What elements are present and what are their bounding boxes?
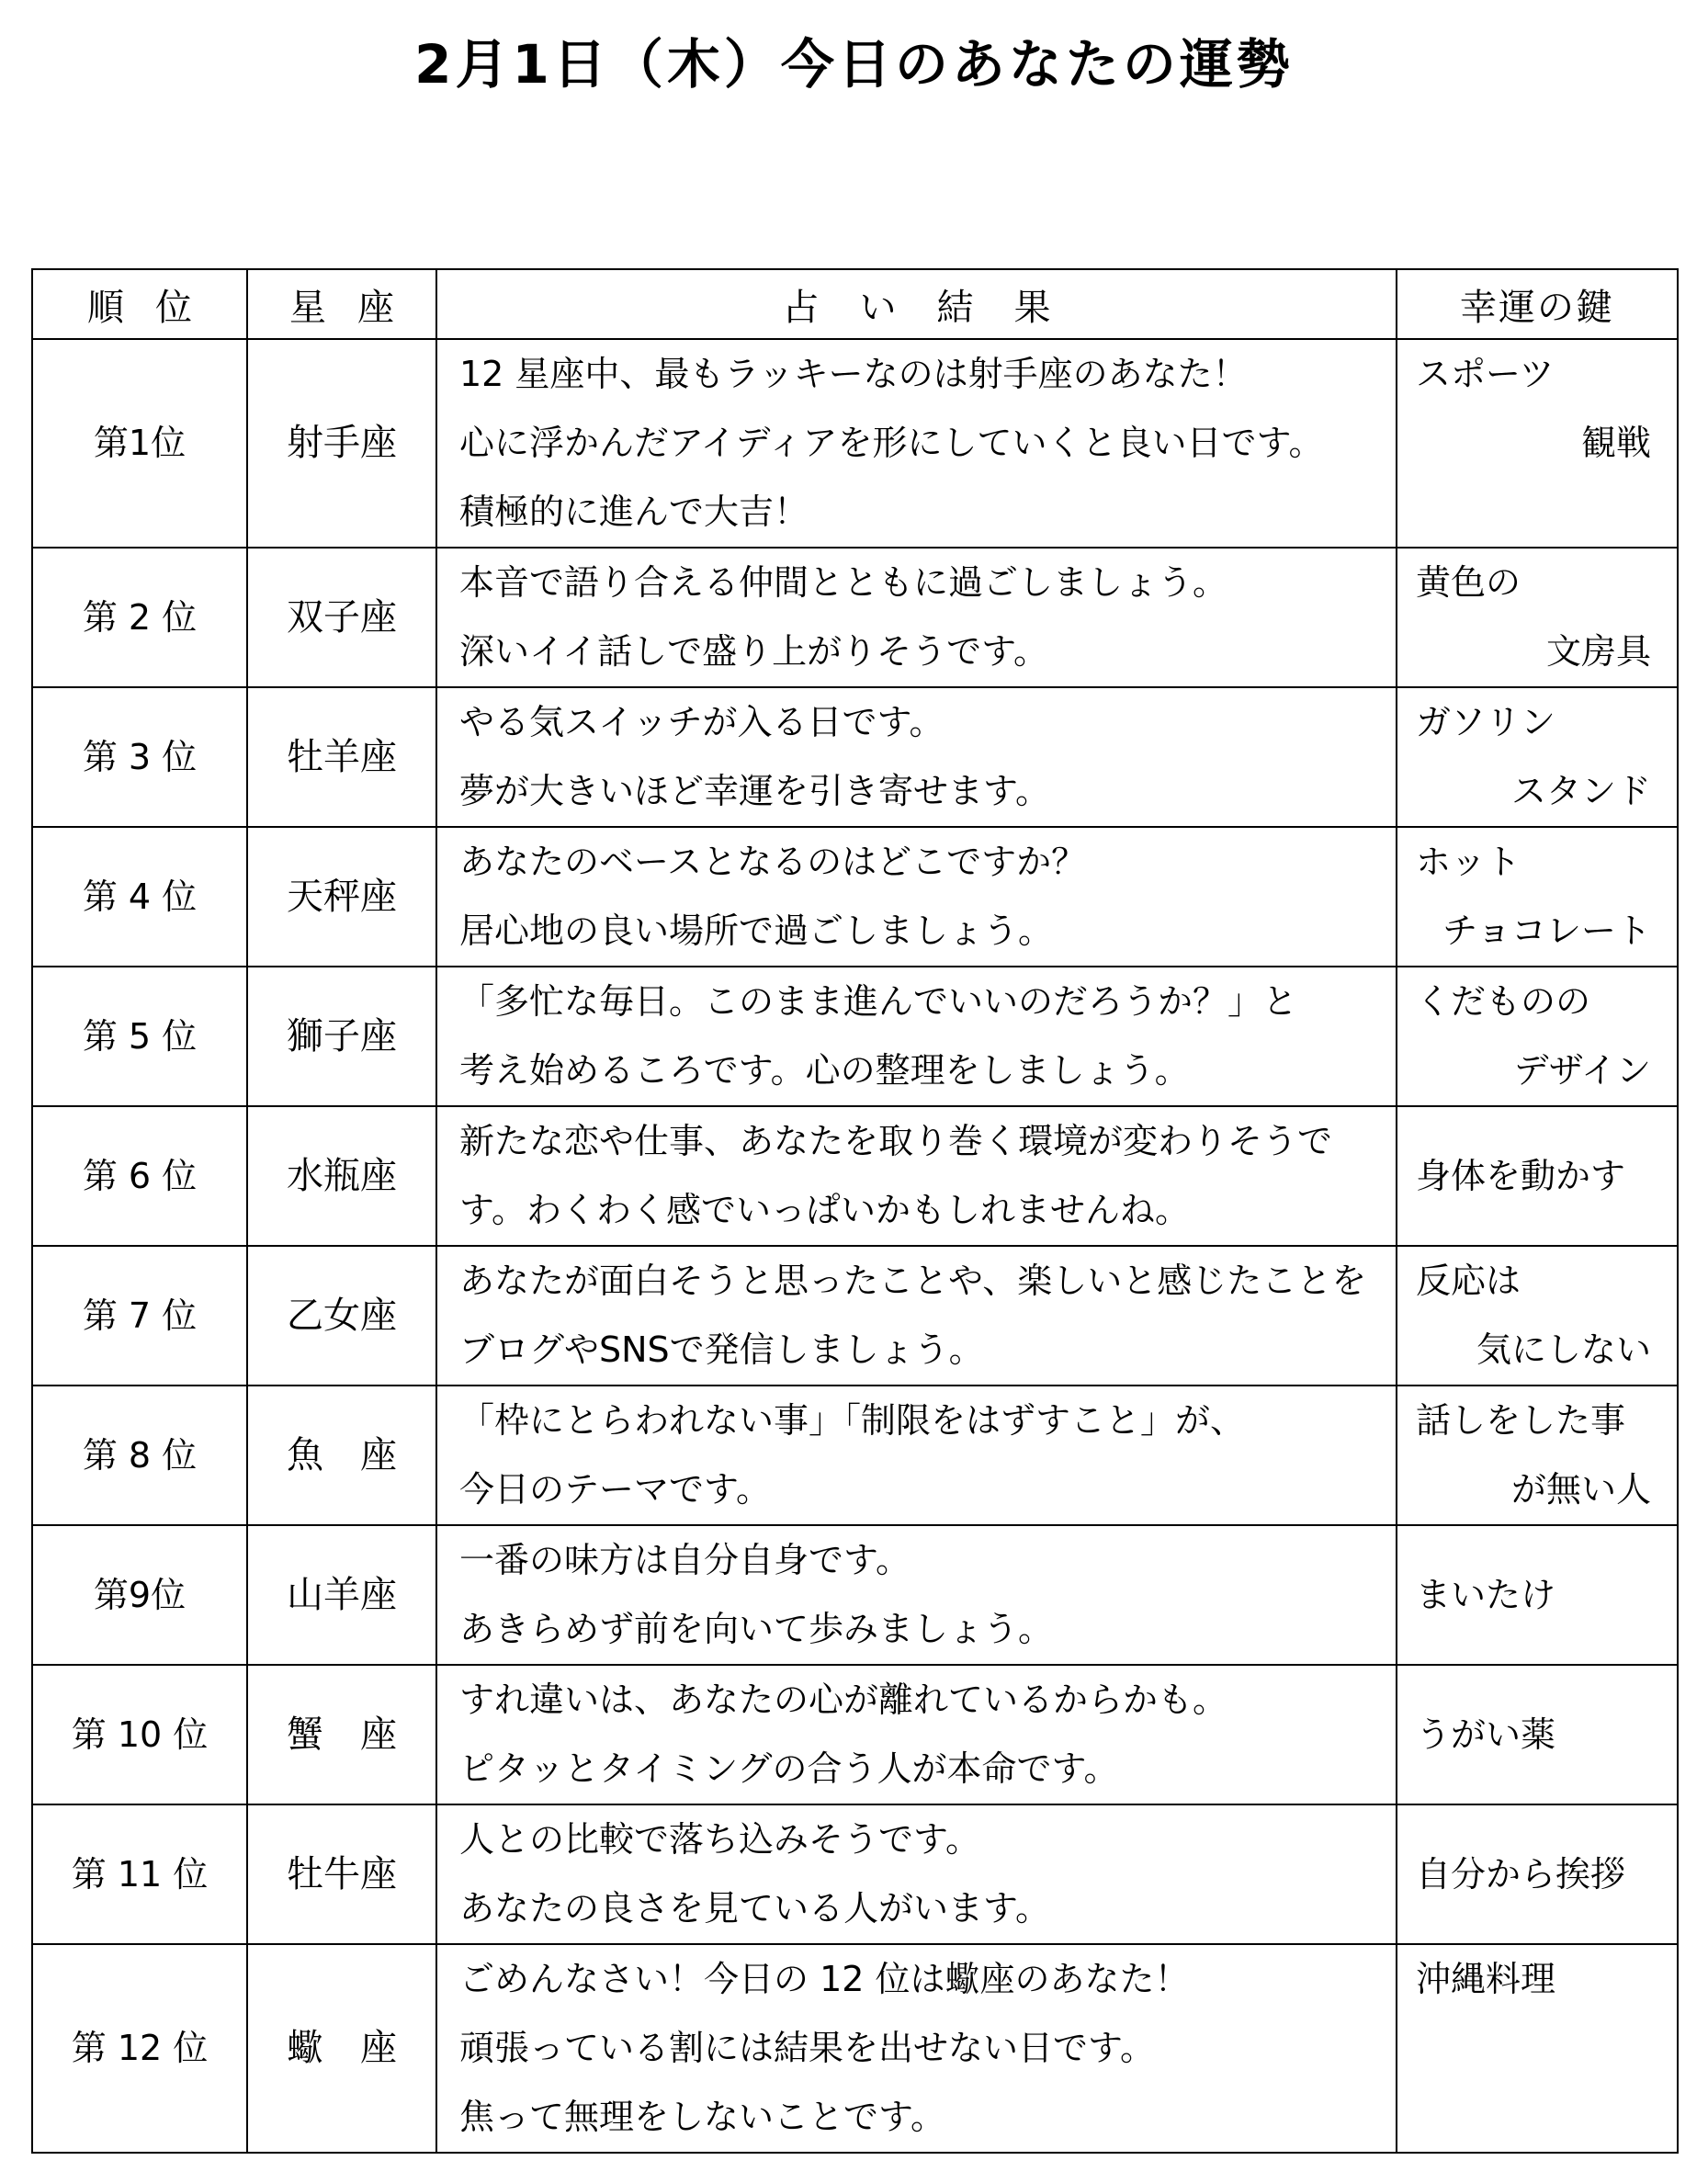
table-row (32, 1944, 1678, 2153)
lucky-key-line: 身体を動かす (1416, 1155, 1626, 1196)
lucky-key-cell (1397, 1665, 1678, 1804)
rank-cell: 第 8 位 (32, 1386, 247, 1525)
result-line: 一番の味方は自分自身です。 (459, 1540, 911, 1580)
lucky-key-line: まいたけ (1416, 1574, 1556, 1615)
result-line: あなたのベースとなるのはどこですか？ (459, 842, 1087, 882)
table-row (32, 827, 1678, 967)
result-line: 「多忙な毎日。このまま進んでいいのだろうか？」と (459, 981, 1298, 1022)
result-cell (436, 967, 1397, 1106)
lucky-key-line: ガソリン (1416, 702, 1556, 742)
lucky-key-cell (1397, 1525, 1678, 1665)
sign-cell: 牡羊座 (247, 687, 436, 827)
lucky-key-line: デザイン (1513, 1050, 1651, 1091)
lucky-key-cell (1397, 1246, 1678, 1386)
result-line: 人との比較で落ち込みそうです。 (459, 1819, 980, 1860)
result-line: あなたの良さを見ている人がいます。 (459, 1888, 1050, 1929)
sign-cell: 山羊座 (247, 1525, 436, 1665)
table-row (32, 1525, 1678, 1665)
header-result: 占い結果 (436, 269, 1397, 339)
table-row (32, 687, 1678, 827)
rank-cell: 第 6 位 (32, 1106, 247, 1246)
rank-cell: 第1位 (32, 339, 247, 548)
result-line: 「枠にとらわれない事」「制限をはずすこと」が、 (459, 1400, 1246, 1441)
lucky-key-line: ホット (1416, 842, 1521, 882)
table-row (32, 1386, 1678, 1525)
result-line: 考え始めるころです。心の整理をしましょう。 (459, 1050, 1190, 1091)
result-line: ブログやSNSで発信しましょう。 (459, 1329, 984, 1370)
lucky-key-line: スポーツ (1416, 354, 1555, 394)
result-line: 焦って無理をしないことです。 (459, 2097, 945, 2137)
result-line: 今日のテーマです。 (459, 1469, 771, 1510)
sign-cell: 水瓶座 (247, 1106, 436, 1246)
result-line: 深いイイ話しで盛り上がりそうです。 (459, 631, 1049, 672)
result-line: 12 星座中、最もラッキーなのは射手座のあなた！ (459, 354, 1248, 394)
result-cell (436, 1106, 1397, 1246)
rank-cell: 第 2 位 (32, 548, 247, 687)
lucky-key-line: が無い人 (1510, 1469, 1651, 1510)
sign-cell: 天秤座 (247, 827, 436, 967)
rank-cell: 第 11 位 (32, 1804, 247, 1944)
table-header-row (32, 269, 1678, 339)
result-cell (436, 339, 1397, 548)
sign-cell: 牡牛座 (247, 1804, 436, 1944)
table-row (32, 1246, 1678, 1386)
lucky-key-line: 沖縄料理 (1416, 1959, 1556, 1999)
lucky-key-cell (1397, 1106, 1678, 1246)
result-cell (436, 1246, 1397, 1386)
lucky-key-line: スタンド (1510, 771, 1651, 811)
lucky-key-line: 反応は (1416, 1261, 1521, 1301)
lucky-key-cell (1397, 967, 1678, 1106)
result-line: あなたが面白そうと思ったことや、楽しいと感じたことを (459, 1261, 1367, 1301)
rank-cell: 第 4 位 (32, 827, 247, 967)
lucky-key-cell (1397, 1944, 1678, 2153)
result-cell (436, 1386, 1397, 1525)
table-row (32, 1665, 1678, 1804)
result-line: 新たな恋や仕事、あなたを取り巻く環境が変わりそうで (459, 1121, 1333, 1161)
result-line: やる気スイッチが入る日です。 (459, 702, 944, 742)
result-line: あきらめず前を向いて歩みましょう。 (459, 1609, 1054, 1649)
result-cell (436, 1804, 1397, 1944)
lucky-key-cell (1397, 687, 1678, 827)
sign-cell: 魚 座 (247, 1386, 436, 1525)
rank-cell: 第 7 位 (32, 1246, 247, 1386)
result-cell (436, 827, 1397, 967)
header-sign: 星座 (247, 269, 436, 339)
result-line: 本音で語り合える仲間とともに過ごしましょう。 (459, 562, 1228, 603)
result-line: すれ違いは、あなたの心が離れているからかも。 (459, 1680, 1228, 1720)
result-line: 心に浮かんだアイディアを形にしていくと良い日です。 (459, 423, 1324, 463)
result-line: 夢が大きいほど幸運を引き寄せます。 (459, 771, 1050, 811)
lucky-key-cell (1397, 1804, 1678, 1944)
lucky-key-line: 黄色の (1416, 562, 1521, 603)
result-line: 頑張っている割には結果を出せない日です。 (459, 2028, 1155, 2068)
result-line: 積極的に進んで大吉！ (459, 492, 809, 532)
lucky-key-cell (1397, 1386, 1678, 1525)
lucky-key-line: チョコレート (1442, 911, 1651, 951)
rank-cell: 第 5 位 (32, 967, 247, 1106)
fortune-table (31, 268, 1679, 2154)
result-line: ごめんなさい！今日の 12 位は蠍座のあなた！ (459, 1959, 1190, 1999)
result-line: ピタッとタイミングの合う人が本命です。 (459, 1748, 1119, 1789)
result-cell (436, 1525, 1397, 1665)
result-cell (436, 1944, 1397, 2153)
rank-cell: 第 10 位 (32, 1665, 247, 1804)
lucky-key-line: 話しをした事 (1416, 1400, 1626, 1441)
rank-cell: 第 3 位 (32, 687, 247, 827)
table-row (32, 1106, 1678, 1246)
rank-cell: 第 12 位 (32, 1944, 247, 2153)
sign-cell: 蠍 座 (247, 1944, 436, 2153)
table-row (32, 967, 1678, 1106)
header-rank: 順位 (32, 269, 247, 339)
table-row (32, 339, 1678, 548)
result-line: 居心地の良い場所で過ごしましょう。 (459, 911, 1054, 951)
sign-cell: 獅子座 (247, 967, 436, 1106)
result-line: す。わくわく感でいっぱいかもしれませんね。 (459, 1190, 1190, 1230)
sign-cell: 射手座 (247, 339, 436, 548)
lucky-key-cell (1397, 339, 1678, 548)
rank-cell: 第9位 (32, 1525, 247, 1665)
result-cell (436, 1665, 1397, 1804)
lucky-key-cell (1397, 827, 1678, 967)
lucky-key-line: 気にしない (1476, 1329, 1651, 1370)
table-row (32, 548, 1678, 687)
lucky-key-line: うがい薬 (1416, 1714, 1556, 1755)
sign-cell: 乙女座 (247, 1246, 436, 1386)
result-cell (436, 548, 1397, 687)
lucky-key-line: 自分から挨拶 (1416, 1853, 1626, 1895)
page-title: 2月1日（木）今日のあなたの運勢 (414, 33, 1294, 96)
sign-cell: 双子座 (247, 548, 436, 687)
sign-cell: 蟹 座 (247, 1665, 436, 1804)
table-row (32, 1804, 1678, 1944)
lucky-key-line: くだものの (1416, 981, 1591, 1022)
result-cell (436, 687, 1397, 827)
lucky-key-line: 文房具 (1545, 631, 1651, 672)
header-key: 幸運の鍵 (1397, 269, 1678, 339)
lucky-key-line: 観戦 (1580, 423, 1651, 463)
lucky-key-cell (1397, 548, 1678, 687)
